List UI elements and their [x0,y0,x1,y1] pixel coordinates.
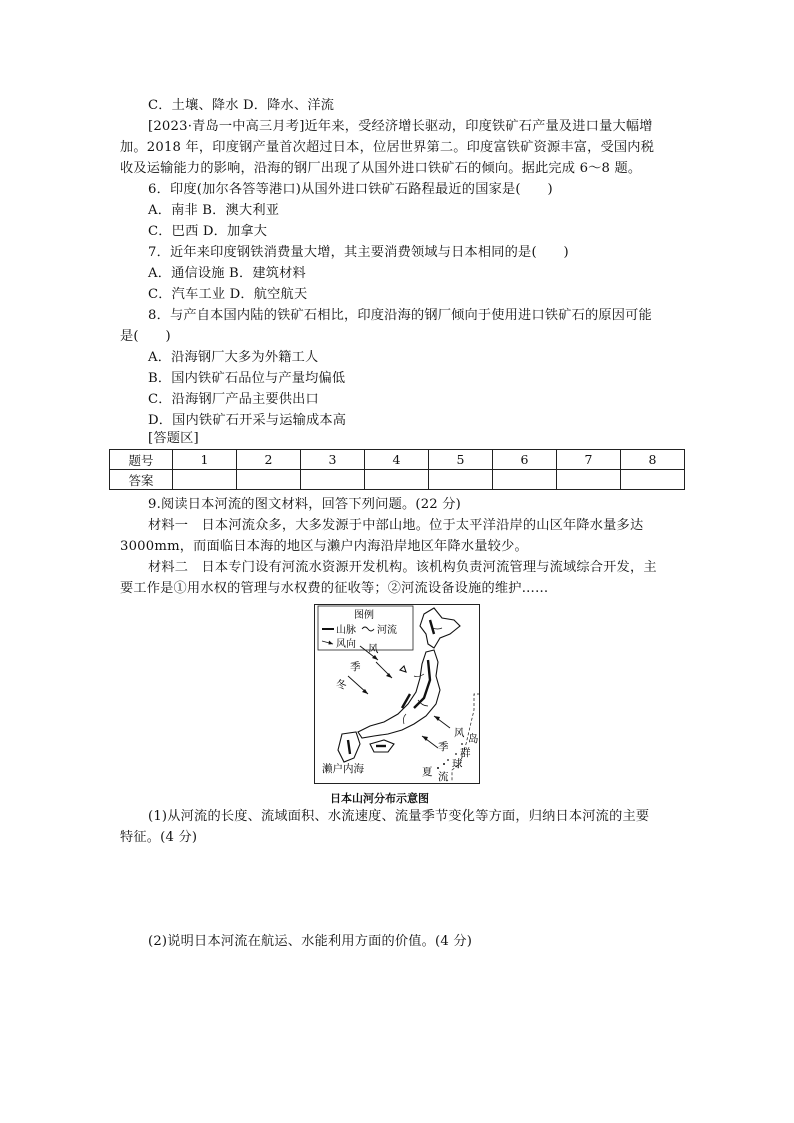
answer-cell[interactable] [237,470,301,490]
ryukyu-label-4: 岛 [468,733,479,745]
question-7-options-cd: C．汽车工业 D．航空航天 [148,287,308,302]
intro-line-3: 收及运输能力的影响，沿海的钢厂出现了从国外进口铁矿石的倾向。据此完成 6～8 题。 [120,161,642,176]
intro-line-2: 加。2018 年，印度钢产量首次超过日本，位居世界第二。印度富铁矿资源丰富，受国内税 [120,140,655,155]
legend-mountain: 山脉 [336,625,356,636]
summer-wind-label-1: 夏 [422,766,433,778]
table-row-numbers [110,450,685,470]
table-cell-number: 7 [557,450,621,470]
q5-options-cd: C．土壤、降水 D．降水、洋流 [148,98,335,113]
table-row-answers [110,470,685,490]
answer-cell[interactable] [301,470,365,490]
winter-wind-label-2: 季 [350,661,361,673]
question-8-option-a: A．沿海钢厂大多为外籍工人 [148,350,319,365]
question-7-options-ab: A．通信设施 B．建筑材料 [148,266,306,281]
japan-map-figure [314,604,480,784]
setonaikai-label: 濑户内海 [322,763,364,775]
answer-table [109,449,685,490]
question-9: 9.阅读日本河流的图文材料，回答下列问题。(22 分) [148,497,461,512]
question-8-option-c: C．沿海钢厂产品主要供出口 [148,392,319,407]
sub-question-1-line-2: 特征。(4 分) [120,830,198,845]
ryukyu-label-2: 球 [452,758,463,770]
table-cell-number: 1 [173,450,237,470]
table-cell-number: 5 [429,450,493,470]
legend-title: 图例 [354,610,374,621]
table-cell-number: 8 [621,450,685,470]
answer-cell[interactable] [621,470,685,490]
ryukyu-label-3: 群 [460,747,471,759]
sub-question-1-line-1: (1)从河流的长度、流域面积、水流速度、流量季节变化等方面，归纳日本河流的主要 [148,809,650,824]
legend-wind: 风向 [336,639,356,650]
material-2-line-2: 要工作是①用水权的管理与水权费的征收等；②河流设备设施的维护…… [120,581,549,596]
question-6-options-ab: A．南非 B．澳大利亚 [148,203,280,218]
ryukyu-label-1: 流 [438,771,449,783]
table-cell-number: 3 [301,450,365,470]
summer-wind-label-3: 风 [454,727,465,739]
material-1-line-1: 材料一 日本河流众多，大多发源于中部山地。位于太平洋沿岸的山区年降水量多达 [148,518,644,533]
map-caption: 日本山河分布示意图 [330,792,429,805]
summer-wind-label-2: 季 [438,741,449,753]
table-cell-number: 2 [237,450,301,470]
winter-wind-label-3: 风 [368,643,379,655]
answer-cell[interactable] [429,470,493,490]
table-cell-number: 4 [365,450,429,470]
question-8-cont: 是( ) [120,329,171,344]
question-8-option-b: B．国内铁矿石品位与产量均偏低 [148,371,346,386]
material-2-line-1: 材料二 日本专门设有河流水资源开发机构。该机构负责河流管理与流域综合开发，主 [148,560,657,575]
answer-area-label: [答题区] [148,431,199,446]
answer-cell[interactable] [365,470,429,490]
question-6: 6．印度(加尔各答等港口)从国外进口铁矿石路程最近的国家是( ) [148,182,553,197]
intro-line-1: [2023·青岛一中高三月考]近年来，受经济增长驱动，印度铁矿石产量及进口量大幅增 [148,119,653,134]
legend-river: 河流 [377,625,397,636]
material-1-line-2: 3000mm，而面临日本海的地区与濑户内海沿岸地区年降水量较少。 [120,539,528,554]
question-7: 7．近年来印度钢铁消费量大增，其主要消费领域与日本相同的是( ) [148,245,569,260]
question-6-options-cd: C．巴西 D．加拿大 [148,224,268,239]
answer-cell[interactable] [173,470,237,490]
question-8-option-d: D．国内铁矿石开采与运输成本高 [148,413,347,428]
answer-cell[interactable] [557,470,621,490]
winter-wind-label-1: 冬 [336,679,347,691]
table-header-number: 题号 [110,450,173,470]
answer-cell[interactable] [493,470,557,490]
question-8: 8．与产自本国内陆的铁矿石相比，印度沿海的钢厂倾向于使用进口铁矿石的原因可能 [148,308,652,323]
table-cell-number: 6 [493,450,557,470]
table-header-answer: 答案 [110,470,173,490]
sub-question-2: (2)说明日本河流在航运、水能利用方面的价值。(4 分) [148,934,473,949]
